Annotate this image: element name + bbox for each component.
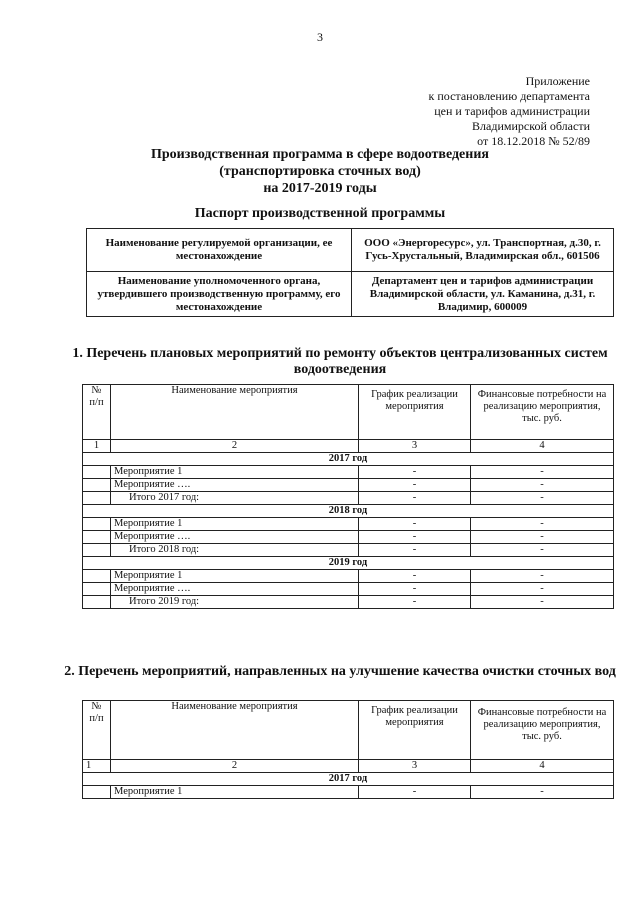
section1-title: 1. Перечень плановых мероприятий по ремонту объектов централизованных систем водоотведения [72, 346, 608, 377]
schedule-cell: - [359, 570, 471, 583]
total-row [83, 492, 614, 505]
total-label: Итого 2019 год: [111, 596, 359, 609]
measure-name: Мероприятие …. [111, 531, 359, 544]
table-row [83, 531, 614, 544]
col-header: График реализации мероприятия [359, 701, 471, 760]
appendix-block [330, 74, 590, 149]
finance-cell: - [471, 786, 614, 799]
appendix-line: к постановлению департамента [428, 89, 590, 103]
section2-table [82, 700, 614, 799]
document-title [0, 146, 640, 197]
year-row [83, 505, 614, 518]
total-label: Итого 2017 год: [111, 492, 359, 505]
finance-cell: - [471, 518, 614, 531]
table-header-row [83, 385, 614, 440]
appendix-line: цен и тарифов администрации [434, 104, 590, 118]
passport-table [86, 228, 614, 317]
schedule-cell: - [359, 544, 471, 557]
passport-label: Наименование уполномоченного органа, утвердившего производственную программу, его местонахождение [87, 272, 352, 317]
appendix-line: Владимирской области [472, 119, 590, 133]
col-number: 3 [359, 440, 471, 453]
finance-cell: - [471, 531, 614, 544]
section1-table [82, 384, 614, 609]
col-header: Наименование мероприятия [111, 701, 359, 760]
passport-row [87, 272, 614, 317]
year-label: 2017 год [83, 453, 614, 466]
col-number: 1 [83, 440, 111, 453]
col-number-row [83, 440, 614, 453]
schedule-cell: - [359, 583, 471, 596]
finance-cell: - [471, 544, 614, 557]
col-number: 2 [111, 760, 359, 773]
passport-value: ООО «Энергоресурс», ул. Транспортная, д.30, г. Гусь-Хрустальный, Владимирская обл., 601506 [352, 229, 614, 272]
col-number: 3 [359, 760, 471, 773]
measure-name: Мероприятие …. [111, 583, 359, 596]
schedule-cell: - [359, 466, 471, 479]
col-header: Финансовые потребности на реализацию мероприятия, тыс. руб. [471, 701, 614, 760]
col-header: График реализации мероприятия [359, 385, 471, 440]
schedule-cell: - [359, 531, 471, 544]
finance-cell: - [471, 583, 614, 596]
col-header: Финансовые потребности на реализацию мероприятия, тыс. руб. [471, 385, 614, 440]
schedule-cell: - [359, 518, 471, 531]
total-row [83, 544, 614, 557]
year-label: 2017 год [83, 773, 614, 786]
col-number: 1 [83, 760, 111, 773]
col-header: Наименование мероприятия [111, 385, 359, 440]
appendix-line: от 18.12.2018 № 52/89 [477, 134, 590, 148]
passport-title: Паспорт производственной программы [194, 206, 446, 221]
schedule-cell: - [359, 786, 471, 799]
col-header: № п/п [83, 385, 111, 440]
title-line: Производственная программа в сфере водоотведения [151, 147, 489, 162]
year-row [83, 453, 614, 466]
title-line: (транспортировка сточных вод) [219, 164, 421, 179]
total-row [83, 596, 614, 609]
measure-name: Мероприятие 1 [111, 466, 359, 479]
table-row [83, 786, 614, 799]
page-number: 3 [317, 30, 323, 44]
measure-name: Мероприятие 1 [111, 570, 359, 583]
measure-name: Мероприятие …. [111, 479, 359, 492]
year-label: 2019 год [83, 557, 614, 570]
measure-name: Мероприятие 1 [111, 518, 359, 531]
table-header-row [83, 701, 614, 760]
finance-cell: - [471, 570, 614, 583]
measure-name: Мероприятие 1 [111, 786, 359, 799]
schedule-cell: - [359, 596, 471, 609]
col-number: 4 [471, 760, 614, 773]
section2-title: 2. Перечень мероприятий, направленных на улучшение качества очистки сточных вод [64, 664, 616, 679]
table-row [83, 479, 614, 492]
table-row [83, 583, 614, 596]
finance-cell: - [471, 479, 614, 492]
schedule-cell: - [359, 492, 471, 505]
passport-label: Наименование регулируемой организации, ее местонахождение [87, 229, 352, 272]
passport-value: Департамент цен и тарифов администрации Владимирской области, ул. Каманина, д.31, г. Владимир, 600009 [352, 272, 614, 317]
table-row [83, 518, 614, 531]
year-row [83, 557, 614, 570]
total-label: Итого 2018 год: [111, 544, 359, 557]
title-line: на 2017-2019 годы [263, 181, 377, 196]
table-row [83, 466, 614, 479]
col-number: 4 [471, 440, 614, 453]
passport-row [87, 229, 614, 272]
col-number: 2 [111, 440, 359, 453]
table-row [83, 570, 614, 583]
schedule-cell: - [359, 479, 471, 492]
finance-cell: - [471, 492, 614, 505]
finance-cell: - [471, 466, 614, 479]
col-header: № п/п [83, 701, 111, 760]
appendix-line: Приложение [525, 74, 590, 88]
finance-cell: - [471, 596, 614, 609]
year-label: 2018 год [83, 505, 614, 518]
year-row [83, 773, 614, 786]
col-number-row [83, 760, 614, 773]
